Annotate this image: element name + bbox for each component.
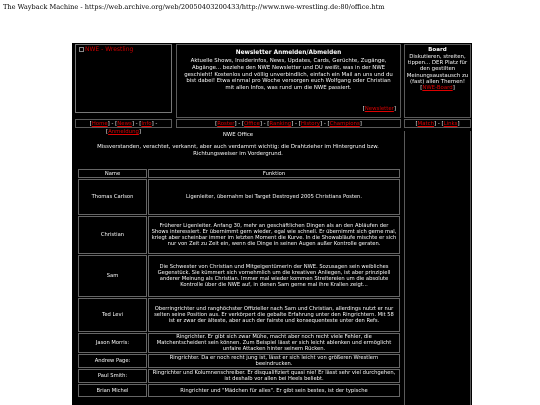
staff-function: Ringrichter und Kolumnenschreiber. Er disqualifiziert quasi nie! Er lässt sehr viel durchgehen, ist deshalb vor allen bei Heels beliebt. [148,369,400,383]
staff-name: Ted Levi [78,298,147,332]
board-title: Board [428,47,447,53]
newsletter-link-wrap: [Newsletter] [362,106,396,112]
board-box [404,44,471,118]
header-function: Funktion [148,169,400,178]
staff-function: Ringrichter. Da er noch recht jung ist, lässt er sich leicht von größeren Wrestlern beeindrucken. [148,354,400,368]
staff-name: Sam [78,255,147,297]
staff-name: Brian Michel [78,384,147,397]
nav-office[interactable]: Office [244,121,260,127]
header-name: Name [78,169,147,178]
nav-ranking[interactable]: Ranking [269,121,292,127]
staff-function: Früherer Ligenleiter. Anfang 30, mehr an geschäftlichen Dingen als an den Abläufen der Shows interessiert. Er übernimmt gern wieder, egal wie schnell. Er übernimmt sich gerne mal, kriegt aber scheinbar immer im letzten Moment die Kurve. In die Showabläufe mischte er sich nur von Zeit zu Zeit ein, wenn die Dinge in seinen Augen außer Kontrolle geraten. [148,216,400,254]
newsletter-link[interactable]: Newsletter [364,106,394,112]
table-row [78,384,400,397]
staff-function: Die Schwester von Christian und Mitgeigentümerin der NWE. Sozusagen sein weibliches Gegenstück. Sie kümmert sich vornehmlich um die kreativen Anliegen, ist aber prinzipiell anderer Meinung als Christian. Immer mal wieder kommen Streitereien um die absolute Kontrolle über die NWE auf, in denen Sam gerne mal ihre Krallen zeigt... [148,255,400,297]
staff-table [77,168,401,398]
staff-function: Ligenleiter, übernahm bei Target Destroyed 2005 Christians Posten. [148,179,400,215]
staff-name: Jason Morris: [78,333,147,353]
nav-links[interactable]: Links [443,121,458,127]
table-row [78,298,400,332]
board-link-wrap: [NWE-Board] [420,85,455,92]
site-logo[interactable] [75,44,172,113]
staff-name: Paul Smith: [78,369,147,383]
staff-function: Ringrichter. Er gibt sich zwar Mühe, macht aber noch recht viele Fehler, die Matchentscheident sein können. Zum Beispiel lässt er sich leicht ablenken und ermöglicht unfaire Attacken hinter seinem Rücken. [148,333,400,353]
office-heading: NWE Office [222,132,254,138]
table-row [78,354,400,368]
logo-broken-image [79,46,133,53]
nav-news[interactable]: News [117,121,132,127]
nav-anmeldung[interactable]: Anmeldung [108,129,139,135]
staff-name: Christian [78,216,147,254]
page-container [72,43,472,405]
staff-function: Oberringrichter und ranghöchster Offizieller nach Sam und Christian, allerdings nutzt er nur selten seine Position aus. Er verkörpert die gebalte Erfahrung unter den Ringrichtern. Mit 58 ist er zwar der älteste, aber auch der fairste und konsequenteste unter den Refs. [148,298,400,332]
wayback-header: The Wayback Machine - https://web.archive.org/web/20050403200433/http://www.nwe-wrestling.de:80/office.htm [3,3,385,11]
board-link[interactable]: NWE-Board [422,85,453,92]
staff-function: Ringrichter und "Mädchen für alles". Er gibt sein bestes, ist der typische [148,384,400,397]
newsletter-title: Newsletter Anmelden/Abmelden [235,50,342,56]
newsletter-text: Aktuelle Shows, Insiderinfos, News, Updates, Cards, Gerüchte, Zugänge, Abgänge... beziehe den NWE Newsletter und DU weißt, was in der NWE geschieht! Kostenlos und völlig unverbindlich, einfach ein Mail an uns und du bist dabei! Etwa einmal pro Woche versorgen euch Wolfgang oder Christian mit allen Infos, was rund um die NWE passiert. [184,58,393,92]
table-row [78,255,400,297]
board-text: Diskutieren, streiten, tippen... DER Platz für den gestilten Meinungsaustausch zu (fast) allen Themen! [406,54,469,85]
nav-history[interactable]: History [300,121,320,127]
nav-match[interactable]: Match [417,121,434,127]
staff-name: Thomas Carlson [78,179,147,215]
right-column [404,131,471,405]
office-intro: Missverstanden, verachtet, verkannt, aber auch verdammt wichtig: die Drahtzieher im Hintergrund bzw. Richtungsweiser im Vordergrund. [97,144,379,157]
nav-middle: [Roster] - [Office] - [Ranking] - [History] - [Champions] [176,119,401,128]
logo-alt-text: NWE - Wrestling [85,46,134,53]
newsletter-box [176,44,401,118]
table-row [78,369,400,383]
office-section [75,131,401,158]
table-row [78,216,400,254]
nav-right: [Match] - [Links] [404,119,471,128]
nav-champions[interactable]: Champions [329,121,360,127]
nav-left: [Home] - [News] - [Info] - [Anmeldung] [75,119,172,128]
broken-image-icon [79,47,84,52]
nav-info[interactable]: Info [141,121,152,127]
staff-name: Andrew Page: [78,354,147,368]
nav-roster[interactable]: Roster [217,121,235,127]
table-row [78,333,400,353]
table-header-row [78,169,400,178]
nav-home[interactable]: Home [91,121,108,127]
table-row [78,179,400,215]
